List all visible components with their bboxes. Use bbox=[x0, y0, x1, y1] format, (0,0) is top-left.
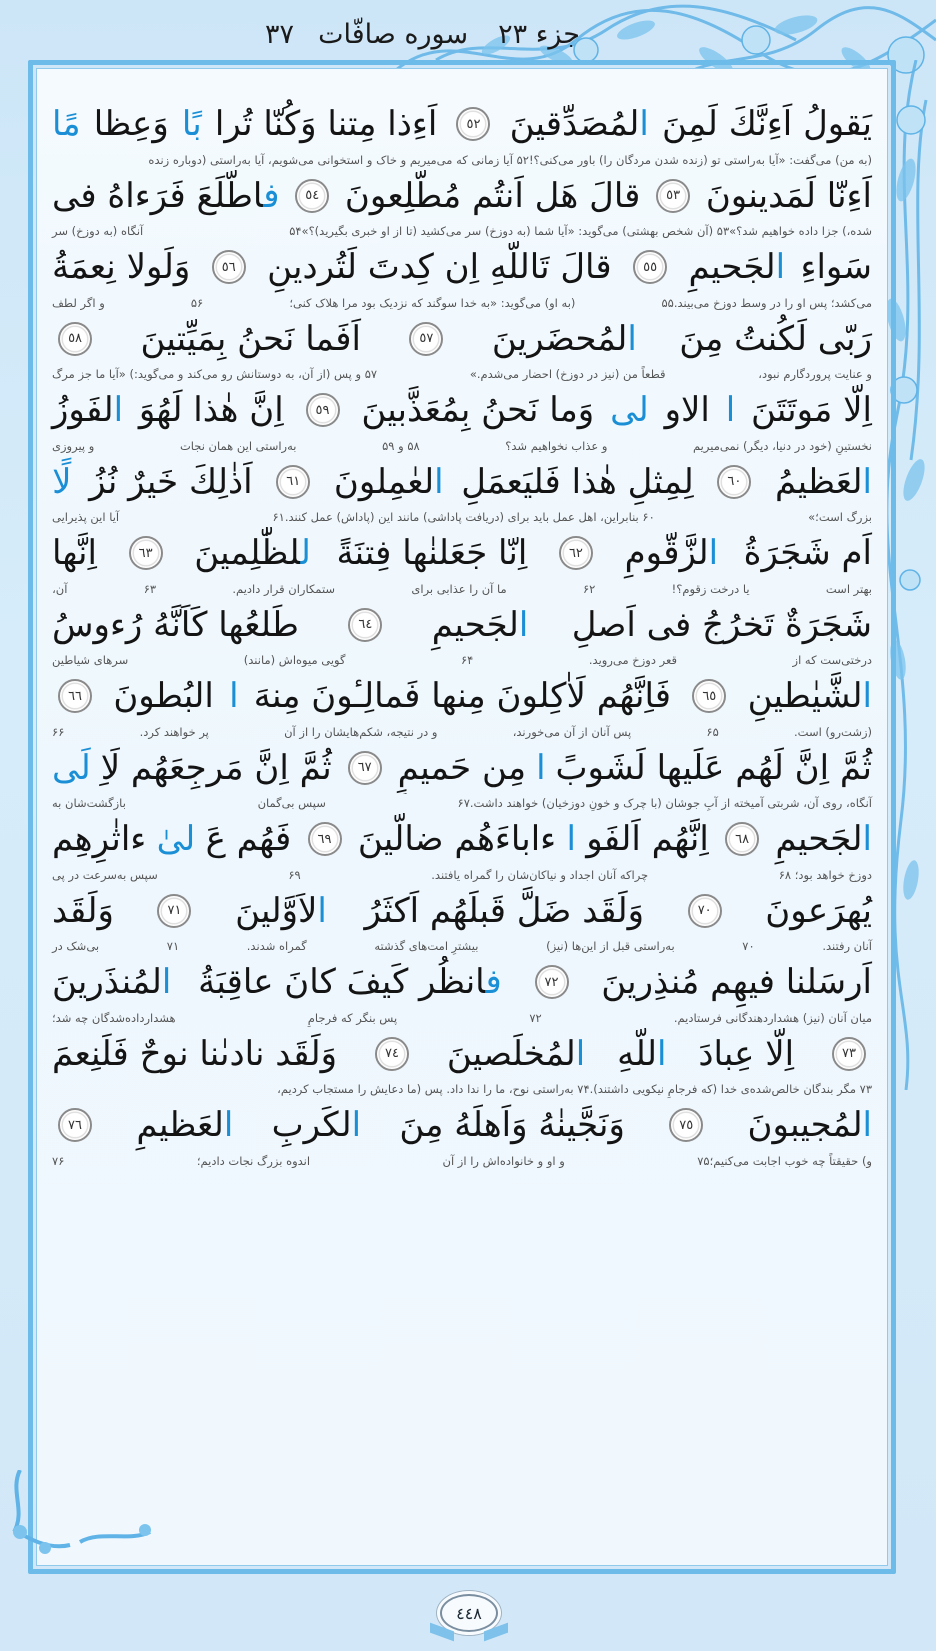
highlighted-letter: لَى bbox=[52, 747, 91, 788]
translation-text: گمراه شدند. bbox=[246, 939, 307, 953]
arabic-text-run: لعَظيمِ bbox=[136, 1105, 224, 1145]
translation-text: قطعاً من (نیز در دوزخ) احضار می‌شدم.» bbox=[469, 367, 666, 381]
verse-block bbox=[40, 956, 884, 1028]
arabic-text bbox=[625, 533, 718, 573]
arabic-text bbox=[52, 247, 190, 287]
highlighted-letter: ا bbox=[639, 104, 649, 144]
arabic-text-run: اَفَما نَحنُ بِمَيِّتينَ bbox=[140, 318, 361, 359]
ayah-number-marker-icon: ٧٦ bbox=[58, 1108, 92, 1142]
arabic-text-run: اَرسَلنا فيهِم مُنذِرينَ bbox=[601, 962, 872, 1002]
arabic-text-run: انظُر كَيفَ كانَ عاقِبَةُ bbox=[198, 962, 486, 1002]
ayah-number-marker-icon: ٥٩ bbox=[306, 393, 340, 427]
arabic-text-run: ءاباءَهُم ضالّينَ bbox=[357, 819, 557, 859]
arabic-text-run: قالَ تَاللّهِ اِن كِدتَ لَتُردينِ bbox=[267, 247, 612, 287]
translation-text: می‌کشد؛ پس او را در وسط دوزخ می‌بیند.۵۵ bbox=[661, 295, 872, 310]
arabic-text bbox=[235, 891, 327, 931]
arabic-text bbox=[89, 462, 252, 502]
arabic-text bbox=[492, 319, 637, 359]
arabic-text bbox=[52, 891, 114, 931]
arabic-verse-line bbox=[40, 313, 884, 365]
arabic-text-run: مِن حَميمٍ bbox=[397, 747, 527, 788]
persian-translation-line bbox=[40, 293, 884, 312]
ayah-number-marker-icon: ٧٢ bbox=[535, 965, 569, 999]
verse-block bbox=[40, 885, 884, 957]
translation-text: درختی‌ست که از bbox=[792, 653, 872, 667]
arabic-text-run: ثُمَّ اِنَّ مَرجِعَهُم لَاِ bbox=[100, 747, 332, 788]
persian-translation-line bbox=[40, 865, 884, 884]
arabic-verse-line bbox=[40, 813, 884, 865]
translation-text: ۷۱ bbox=[166, 939, 180, 953]
translation-text: گویی میوه‌اش (مانند) bbox=[243, 653, 346, 667]
highlighted-letter: لًا bbox=[52, 461, 72, 502]
highlighted-letter: ا bbox=[113, 390, 124, 430]
persian-translation-line bbox=[40, 651, 884, 670]
translation-text: هشدارداده‌شدگان چه شد؛ bbox=[52, 1010, 176, 1025]
verse-block bbox=[40, 742, 884, 814]
arabic-text-run: لكَربِ bbox=[271, 1105, 352, 1145]
arabic-text-run: لِمِثلِ هٰذا فَليَعمَلِ bbox=[461, 461, 694, 502]
arabic-text-run: وَنَجَّينٰهُ وَاَهلَهُ مِنَ bbox=[399, 1105, 625, 1145]
translation-text: (به او) می‌گوید: «به خدا سوگند که نزدیک بود مرا هلاک کنی؛ bbox=[289, 295, 576, 310]
arabic-text-run: اَءِنّا لَمَدينونَ bbox=[705, 175, 872, 216]
highlighted-letter: ا bbox=[317, 890, 327, 931]
highlighted-letter: ا bbox=[657, 1033, 667, 1074]
ayah-number-marker-icon: ٦٤ bbox=[348, 608, 382, 642]
arabic-text bbox=[336, 533, 527, 573]
ayah-number-marker-icon: ٦٩ bbox=[308, 822, 342, 856]
arabic-text bbox=[566, 819, 575, 859]
arabic-verse-line bbox=[40, 742, 884, 794]
arabic-text-run: اَذٰلِكَ خَيرٌ نُزُ bbox=[89, 461, 253, 502]
arabic-text-run: ثُمَّ اِنَّ لَهُم عَلَيها لَشَوبً bbox=[555, 747, 872, 788]
arabic-text bbox=[364, 891, 644, 931]
arabic-text-run: اِلّا مَوتَتَنَ bbox=[750, 390, 872, 430]
arabic-text-run: للّهِ bbox=[617, 1033, 657, 1074]
highlighted-letter: لىٰ bbox=[156, 819, 196, 859]
verse-block bbox=[40, 599, 884, 671]
arabic-text bbox=[345, 176, 641, 216]
arabic-text-run: لمُجيبونَ bbox=[747, 1105, 863, 1145]
arabic-text bbox=[136, 1105, 233, 1145]
arabic-text bbox=[182, 104, 202, 144]
translation-text: ۷۳ مگر بندگان خالص‌شده‌ی خدا (که فرجامِ نیکویی داشتند).۷۴ به‌راستی نوح، ما را ندا داد. پس (ما دعایش را مستجاب کردیم، bbox=[277, 1082, 872, 1096]
arabic-text bbox=[617, 1034, 666, 1074]
highlighted-letter: ا bbox=[536, 747, 546, 788]
arabic-text bbox=[157, 819, 196, 859]
arabic-text bbox=[52, 1034, 337, 1074]
verse-block bbox=[40, 456, 884, 528]
translation-text: آن، bbox=[52, 581, 68, 596]
page-number: ٤٤٨ bbox=[440, 1594, 498, 1632]
arabic-text-run: اِلّا عِبادَ bbox=[698, 1033, 795, 1074]
arabic-text bbox=[139, 390, 284, 430]
persian-translation-line bbox=[40, 508, 884, 527]
arabic-text bbox=[398, 748, 526, 788]
ayah-number-marker-icon: ٦٦ bbox=[58, 679, 92, 713]
translation-text: و) حقیقتاً چه خوب اجابت می‌کنیم؛۷۵ bbox=[697, 1153, 872, 1168]
arabic-text-run: الاو bbox=[664, 390, 710, 430]
translation-text: ۷۰ bbox=[742, 939, 755, 953]
verse-block bbox=[40, 384, 884, 456]
arabic-text-run: فَاِنَّهُم لَاٰكِلونَ مِنها فَمالِـٔونَ مِنهَ bbox=[253, 676, 672, 716]
ayah-number-marker-icon: ٥٨ bbox=[58, 322, 92, 356]
ayah-number-marker-icon: ٦٣ bbox=[129, 536, 163, 570]
highlighted-letter: ف bbox=[485, 962, 502, 1002]
arabic-text bbox=[215, 104, 437, 144]
arabic-text-run: لظّٰلِمينَ bbox=[194, 533, 301, 573]
verse-block bbox=[40, 1028, 884, 1100]
highlighted-letter: مًا bbox=[52, 104, 81, 144]
persian-translation-line bbox=[40, 1151, 884, 1170]
ayah-number-marker-icon: ٥٣ bbox=[656, 179, 690, 213]
highlighted-letter: لى bbox=[610, 390, 649, 430]
arabic-verse-line bbox=[40, 98, 884, 150]
arabic-text-run: وَلَقَد ضَلَّ قَبلَهُم اَكثَرُ bbox=[364, 890, 645, 931]
highlighted-letter: ا bbox=[862, 1105, 872, 1145]
arabic-text bbox=[510, 104, 649, 144]
translation-text: ما آن را عذابی برای bbox=[411, 581, 507, 596]
arabic-text bbox=[272, 1105, 361, 1145]
arabic-text-run: وَلَقَد نادىٰنا نوحٌ فَلَنِعمَ bbox=[52, 1033, 338, 1074]
arabic-text-run: لجَحيمِ bbox=[431, 604, 519, 645]
arabic-text bbox=[698, 1034, 794, 1074]
highlighted-letter: ا bbox=[862, 461, 872, 502]
highlighted-letter: ا bbox=[434, 461, 444, 502]
persian-translation-line bbox=[40, 1080, 884, 1099]
ayah-number-marker-icon: ٦٨ bbox=[725, 822, 759, 856]
verse-block bbox=[40, 813, 884, 885]
ayah-number-marker-icon: ٦١ bbox=[276, 465, 310, 499]
arabic-text bbox=[358, 819, 556, 859]
arabic-text bbox=[52, 748, 91, 788]
arabic-text bbox=[52, 533, 97, 573]
ayah-number-marker-icon: ٧٤ bbox=[375, 1037, 409, 1071]
translation-text: میان آنان (نیز) هشداردهندگانی فرستادیم. bbox=[673, 1010, 872, 1025]
arabic-text bbox=[679, 319, 872, 359]
translation-text: ۷۲ bbox=[529, 1010, 542, 1025]
translation-text: سرهای شیاطین bbox=[52, 653, 129, 667]
arabic-text-run: لعٰمِلونَ bbox=[333, 461, 435, 502]
highlighted-letter: ا bbox=[351, 1105, 362, 1145]
arabic-text-run: لمُخلَصينَ bbox=[446, 1033, 576, 1074]
arabic-verse-line bbox=[40, 670, 884, 722]
translation-text: بهتر است bbox=[825, 581, 872, 596]
verse-block bbox=[40, 1099, 884, 1171]
verse-block bbox=[40, 241, 884, 313]
arabic-text bbox=[775, 819, 872, 859]
persian-translation-line bbox=[40, 436, 884, 455]
arabic-text bbox=[254, 676, 671, 716]
persian-translation-line bbox=[40, 937, 884, 956]
highlighted-letter: ا bbox=[566, 819, 576, 859]
ayah-number-marker-icon: ٧٠ bbox=[688, 894, 722, 928]
translation-text: ۶۰ بنابراین، اهل عمل باید برای (دریافت پاداشی) مانند این (پاداش) عمل کنند.۶۱ bbox=[272, 510, 655, 524]
persian-translation-line bbox=[40, 365, 884, 384]
ayah-number-marker-icon: ٥٧ bbox=[409, 322, 443, 356]
arabic-text-run: وَما نَحنُ بِمُعَذَّبينَ bbox=[361, 390, 595, 430]
arabic-text bbox=[665, 390, 710, 430]
arabic-text bbox=[775, 462, 872, 502]
scroll-ornament-bottom-left bbox=[0, 1470, 180, 1570]
arabic-text-run: اِنَّهُم اَلفَو bbox=[586, 819, 709, 859]
translation-text: (به من) می‌گفت: «آیا به‌راستی تو (زنده شدن مردگان را) باور می‌کنی؟!۵۲ آیا زمانی که می‌میریم و خاک و استخوانی می‌شویم، آیا به‌راستی (دوباره زنده bbox=[148, 152, 872, 167]
ayah-number-marker-icon: ٥٦ bbox=[212, 250, 246, 284]
ayah-number-marker-icon: ٧٥ bbox=[669, 1108, 703, 1142]
persian-translation-line bbox=[40, 579, 884, 598]
translation-text: بازگشت‌شان به bbox=[52, 796, 126, 810]
arabic-text bbox=[198, 962, 502, 1002]
arabic-text bbox=[688, 247, 785, 287]
translation-text: و او و خانواده‌اش را از آن bbox=[442, 1153, 565, 1168]
highlighted-letter: ف bbox=[263, 175, 280, 216]
arabic-text-run: يُهرَعونَ bbox=[765, 890, 872, 931]
persian-translation-line bbox=[40, 222, 884, 241]
arabic-text-run: البُطونَ bbox=[113, 676, 214, 716]
translation-text: آنگاه (به دوزخ) سر bbox=[52, 224, 144, 238]
translation-text: ۵۶ bbox=[190, 295, 204, 310]
verse-block bbox=[40, 313, 884, 385]
arabic-text-run: لجَحيمِ bbox=[688, 247, 776, 287]
translation-text: و پیروزی bbox=[52, 438, 95, 453]
arabic-text bbox=[141, 319, 361, 359]
arabic-text-run: اِنَّ هٰذا لَهُوَ bbox=[138, 390, 284, 430]
arabic-text bbox=[572, 605, 872, 645]
arabic-text-run: طَلعُها كَاَنَّهُ رُءوسُ bbox=[52, 604, 299, 645]
ayah-number-marker-icon: ٦٠ bbox=[717, 465, 751, 499]
translation-text: ۵۸ و ۵۹ bbox=[382, 438, 420, 453]
arabic-text-run: لزَّقّومِ bbox=[624, 533, 709, 573]
arabic-text-run: لمُنذَرينَ bbox=[52, 962, 162, 1002]
translation-text: نخستینِ (خود در دنیا، دیگر) نمی‌میریم bbox=[693, 438, 872, 453]
highlighted-letter: ا bbox=[775, 247, 786, 287]
arabic-text bbox=[52, 176, 280, 216]
ayah-number-marker-icon: ٦٢ bbox=[559, 536, 593, 570]
translation-text: شده،) جزا داده خواهیم شد؟»۵۳ (آن شخص بهشتی) می‌گوید: «آیا شما (به دوزخ) سر می‌کشید (تا از او خبری بگیرید)؟»۵۴ bbox=[289, 224, 872, 238]
arabic-text bbox=[748, 1105, 872, 1145]
translation-text: قعر دوزخ می‌روید. bbox=[588, 653, 677, 667]
arabic-verse-line bbox=[40, 1028, 884, 1080]
arabic-text bbox=[748, 676, 872, 716]
arabic-verse-line bbox=[40, 599, 884, 651]
arabic-text-run: اطَّلَعَ فَرَءاهُ فى bbox=[52, 175, 264, 216]
highlighted-letter: ا bbox=[161, 962, 172, 1002]
arabic-text bbox=[751, 390, 872, 430]
arabic-text bbox=[601, 962, 872, 1002]
translation-text: سپس به‌سرعت در پی bbox=[52, 867, 158, 882]
arabic-text-run: اَم شَجَرَةُ bbox=[743, 533, 872, 573]
verse-block bbox=[40, 170, 884, 242]
translation-text: یا درخت زقوم؟! bbox=[671, 581, 750, 596]
translation-text: ۷۶ bbox=[52, 1153, 65, 1168]
arabic-text bbox=[194, 533, 311, 573]
arabic-text-run: اَءِذا مِتنا وَكُنّا تُرا bbox=[214, 104, 438, 144]
translation-text: پس آنان از آن می‌خورند، bbox=[512, 724, 632, 739]
translation-text: ستمکاران قرار دادیم. bbox=[232, 581, 336, 596]
verse-block bbox=[40, 527, 884, 599]
arabic-text bbox=[706, 176, 872, 216]
highlighted-letter: ا bbox=[223, 1105, 234, 1145]
translation-text: اندوه بزرگ نجات دادیم؛ bbox=[196, 1153, 311, 1168]
arabic-text-run: رَبّى لَكُنتُ مِنَ bbox=[679, 318, 872, 359]
highlighted-letter: ا bbox=[518, 604, 529, 645]
translation-text: بیشترِ امت‌های گذشته bbox=[374, 939, 479, 953]
arabic-verse-line bbox=[40, 241, 884, 293]
persian-translation-line bbox=[40, 794, 884, 813]
translation-text: (زشت‌رو) است. bbox=[794, 724, 872, 739]
ayah-number-marker-icon: ٦٥ bbox=[692, 679, 726, 713]
surah-name: سوره صافّات bbox=[318, 18, 469, 50]
arabic-text-run: لمُحضَرينَ bbox=[491, 318, 628, 359]
translation-text: و عنایت پروردگارم نبود، bbox=[758, 367, 872, 381]
arabic-verse-line bbox=[40, 956, 884, 1008]
persian-translation-line bbox=[40, 722, 884, 741]
arabic-text bbox=[229, 676, 238, 716]
arabic-text bbox=[765, 891, 872, 931]
arabic-verse-line bbox=[40, 1099, 884, 1151]
arabic-text-run: ءاثٰرِهِم bbox=[52, 819, 147, 859]
arabic-text bbox=[267, 247, 612, 287]
arabic-text-run: يَقولُ اَءِنَّكَ لَمِنَ bbox=[662, 104, 872, 144]
translation-text: و اگر لطف bbox=[52, 295, 105, 310]
arabic-text bbox=[52, 390, 123, 430]
arabic-text-run: اِنّا جَعَلنٰها فِتنَةً bbox=[336, 533, 528, 573]
highlighted-letter: ل bbox=[300, 533, 311, 573]
translation-text: بی‌شک در bbox=[52, 939, 100, 953]
arabic-text bbox=[744, 533, 872, 573]
ayah-number-marker-icon: ٥٤ bbox=[295, 179, 329, 213]
arabic-text-run: لفَوزُ bbox=[52, 390, 114, 430]
arabic-text-run: سَواءِ bbox=[800, 247, 872, 287]
arabic-text bbox=[586, 819, 709, 859]
arabic-text-run: وَعِظا bbox=[93, 104, 169, 144]
page-header bbox=[160, 14, 580, 54]
highlighted-letter: ا bbox=[708, 533, 719, 573]
arabic-text bbox=[461, 462, 693, 502]
arabic-text bbox=[52, 819, 146, 859]
translation-text: پر خواهند کرد. bbox=[139, 724, 209, 739]
ayah-number-marker-icon: ٧١ bbox=[157, 894, 191, 928]
juz-label: جزء ۲۳ bbox=[498, 18, 580, 50]
translation-text: آنگاه، روی آن، شربتی آمیخته از آبِ جوشان (با چرک و خونِ دوزخیان) خواهند داشت.۶۷ bbox=[457, 796, 872, 810]
ayah-number-marker-icon: ٦٧ bbox=[348, 751, 382, 785]
arabic-text bbox=[801, 247, 873, 287]
translation-text: ۶۵ bbox=[706, 724, 719, 739]
arabic-text bbox=[94, 104, 169, 144]
arabic-verse-line bbox=[40, 170, 884, 222]
arabic-text bbox=[726, 390, 735, 430]
arabic-text-run: لعَظيمُ bbox=[775, 461, 863, 502]
persian-translation-line bbox=[40, 150, 884, 169]
translation-text: به‌راستی قبل از این‌ها (نیز) bbox=[546, 939, 675, 953]
translation-text: آیا این پذیرایی bbox=[52, 510, 120, 524]
arabic-text bbox=[113, 676, 214, 716]
arabic-text-run: لشَّيٰطينِ bbox=[747, 676, 863, 716]
highlighted-letter: بًا bbox=[181, 104, 202, 144]
arabic-text bbox=[52, 462, 71, 502]
arabic-text-run: شَجَرَةٌ تَخرُجُ فى اَصلِ bbox=[571, 604, 872, 645]
arabic-text-run: لمُصَدِّقينَ bbox=[509, 104, 640, 144]
arabic-verse-line bbox=[40, 885, 884, 937]
translation-text: ۶۶ bbox=[52, 724, 65, 739]
translation-text: به‌راستی این همان نجات bbox=[179, 438, 297, 453]
arabic-text bbox=[52, 962, 171, 1002]
arabic-text-run: قالَ هَل اَنتُم مُطَّلِعونَ bbox=[344, 175, 641, 216]
arabic-text-run: فَهُم عَ bbox=[205, 819, 292, 859]
page-number-badge bbox=[438, 1591, 500, 1635]
translation-text: و عذاب نخواهیم شد؟ bbox=[505, 438, 608, 453]
arabic-text-run: وَلَقَد bbox=[52, 890, 114, 931]
ayah-number-marker-icon: ٥٥ bbox=[633, 250, 667, 284]
quran-text-area bbox=[40, 98, 884, 1171]
translation-text: ۶۴ bbox=[461, 653, 474, 667]
highlighted-letter: ا bbox=[725, 390, 736, 430]
translation-text: آنان رفتند. bbox=[822, 939, 872, 953]
arabic-verse-line bbox=[40, 527, 884, 579]
arabic-text-run: وَلَولا نِعمَةُ bbox=[52, 247, 191, 287]
translation-text: ۶۲ bbox=[582, 581, 596, 596]
persian-translation-line bbox=[40, 1008, 884, 1027]
verse-block bbox=[40, 98, 884, 170]
arabic-text-run: اِنَّها bbox=[52, 533, 97, 573]
arabic-text bbox=[399, 1105, 625, 1145]
arabic-text bbox=[206, 819, 292, 859]
translation-text: ۶۹ bbox=[288, 867, 301, 882]
ayah-number-marker-icon: ٥٢ bbox=[456, 107, 490, 141]
arabic-text bbox=[334, 462, 444, 502]
arabic-text bbox=[361, 390, 594, 430]
arabic-text bbox=[556, 748, 873, 788]
arabic-text-run: لاَوَّلينَ bbox=[235, 890, 318, 931]
highlighted-letter: ا bbox=[627, 318, 637, 359]
arabic-text bbox=[447, 1034, 585, 1074]
ayah-number-marker-icon: ٧٣ bbox=[832, 1037, 866, 1071]
translation-text: سپس بی‌گمان bbox=[257, 796, 326, 810]
translation-text: ۵۷ و پس (از آن، به دوستانش رو می‌کند و می‌گوید:) «آیا ما جز مرگ bbox=[52, 367, 378, 381]
surah-number: ۳۷ bbox=[265, 18, 295, 50]
arabic-text bbox=[52, 104, 81, 144]
arabic-text-run: لجَحيمِ bbox=[775, 819, 863, 859]
translation-text: چراکه آنان اجداد و نیاکان‌شان را گمراه یافتند. bbox=[431, 867, 649, 882]
arabic-text bbox=[52, 605, 299, 645]
arabic-text bbox=[610, 390, 649, 430]
translation-text: بزرگ است؛» bbox=[808, 510, 872, 524]
highlighted-letter: ا bbox=[575, 1033, 586, 1074]
translation-text: دوزخ خواهد بود؛ ۶۸ bbox=[778, 867, 872, 882]
translation-text: و در نتیجه، شکم‌هایشان را از آن bbox=[284, 724, 438, 739]
arabic-text bbox=[662, 104, 872, 144]
arabic-text bbox=[432, 605, 529, 645]
verse-block bbox=[40, 670, 884, 742]
translation-text: پس بنگر که فرجامِ bbox=[307, 1010, 398, 1025]
arabic-verse-line bbox=[40, 456, 884, 508]
highlighted-letter: ا bbox=[229, 676, 239, 716]
highlighted-letter: ا bbox=[862, 819, 872, 859]
arabic-text bbox=[101, 748, 332, 788]
arabic-text bbox=[536, 748, 545, 788]
arabic-verse-line bbox=[40, 384, 884, 436]
translation-text: ۶۳ bbox=[143, 581, 157, 596]
highlighted-letter: ا bbox=[862, 676, 872, 716]
